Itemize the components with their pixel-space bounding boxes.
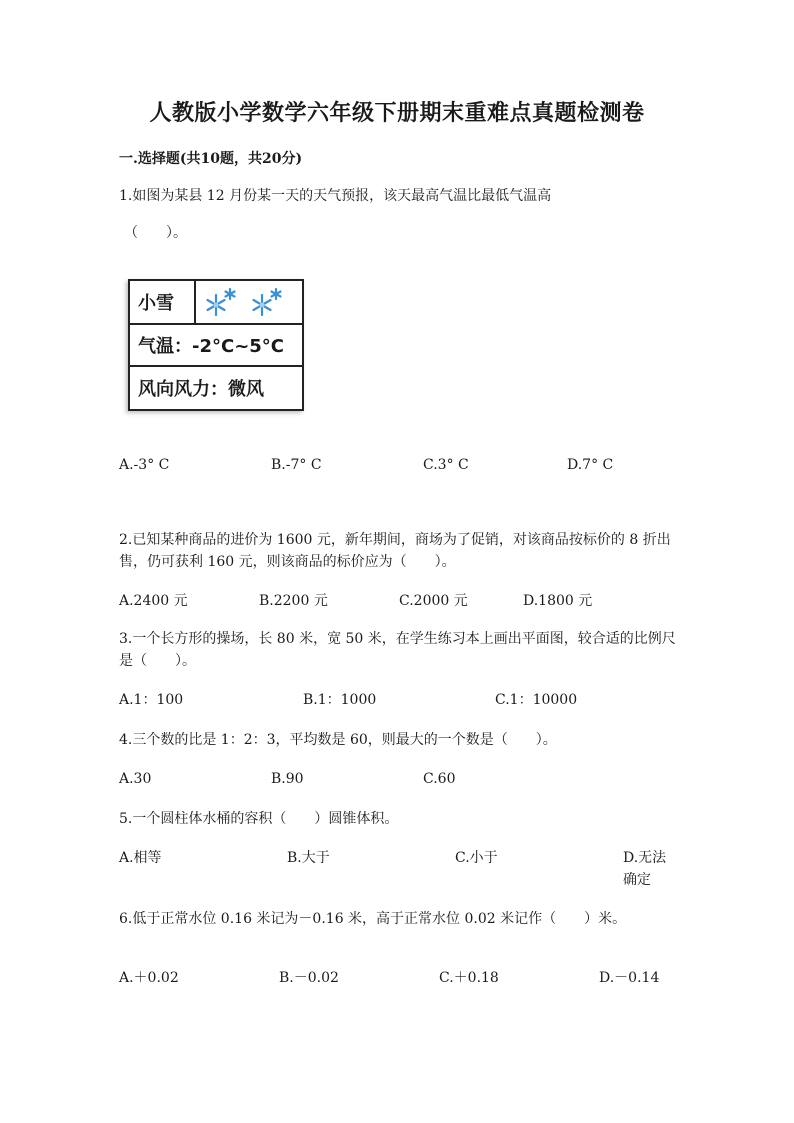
snowflake-cloud-icon xyxy=(250,287,284,319)
question-2-option-d: D.1800 元 xyxy=(523,593,593,609)
question-4-option-a: A.30 xyxy=(119,771,152,787)
weather-condition-label: 小雪 xyxy=(138,293,174,314)
question-3-option-c: C.1：10000 xyxy=(495,692,578,708)
question-6-text: 6.低于正常水位 0.16 米记为－0.16 米，高于正常水位 0.02 米记作（ ）米。 xyxy=(119,911,627,927)
question-5-option-b: B.大于 xyxy=(287,850,330,866)
weather-row-condition xyxy=(130,281,302,325)
question-6-option-d: D.－0.14 xyxy=(599,970,660,986)
weather-forecast-card xyxy=(128,279,304,411)
weather-divider xyxy=(194,281,196,325)
weather-row-wind xyxy=(130,367,302,409)
question-3-text: 3.一个长方形的操场，长 80 米，宽 50 米，在学生练习本上画出平面图，较合适的比例尺是（ ）。 xyxy=(119,631,676,669)
question-4-text: 4.三个数的比是 1：2：3，平均数是 60，则最大的一个数是（ ）。 xyxy=(119,732,557,748)
question-1-text: 1.如图为某县 12 月份某一天的天气预报，该天最高气温比最低气温高 xyxy=(119,188,552,204)
weather-row-temperature xyxy=(130,325,302,367)
question-2-option-a: A.2400 元 xyxy=(119,593,188,609)
question-6-option-c: C.＋0.18 xyxy=(439,970,499,986)
question-2-option-c: C.2000 元 xyxy=(399,593,468,609)
weather-wind-text: 风向风力：微风 xyxy=(138,379,264,400)
question-6-option-a: A.＋0.02 xyxy=(119,970,179,986)
question-1-blank: （ ）。 xyxy=(124,225,187,241)
question-1-option-a: A.-3° C xyxy=(119,457,170,473)
question-5-option-d: D.无法确定 xyxy=(623,850,667,888)
question-5-option-c: C.小于 xyxy=(455,850,498,866)
question-1-option-b: B.-7° C xyxy=(271,457,322,473)
question-2-option-b: B.2200 元 xyxy=(259,593,328,609)
question-4-option-c: C.60 xyxy=(423,771,456,787)
section-heading: 一.选择题(共10题，共20分) xyxy=(119,151,303,167)
question-2-text: 2.已知某种商品的进价为 1600 元，新年期间，商场为了促销，对该商品按标价的 8 折出售，仍可获利 160 元，则该商品的标价应为（ ）。 xyxy=(119,532,671,570)
question-5-option-a: A.相等 xyxy=(119,850,162,866)
question-5-text: 5.一个圆柱体水桶的容积（ ）圆锥体积。 xyxy=(119,811,399,827)
page-title: 人教版小学数学六年级下册期末重难点真题检测卷 xyxy=(149,100,645,126)
question-3-option-b: B.1：1000 xyxy=(303,692,377,708)
question-1-option-c: C.3° C xyxy=(423,457,469,473)
question-1-option-d: D.7° C xyxy=(567,457,614,473)
question-4-option-b: B.90 xyxy=(271,771,304,787)
question-6-option-b: B.－0.02 xyxy=(279,970,339,986)
snowflake-cloud-icon xyxy=(204,287,238,319)
question-3-option-a: A.1：100 xyxy=(119,692,184,708)
weather-temperature-text: 气温：-2°C~5°C xyxy=(138,336,285,357)
